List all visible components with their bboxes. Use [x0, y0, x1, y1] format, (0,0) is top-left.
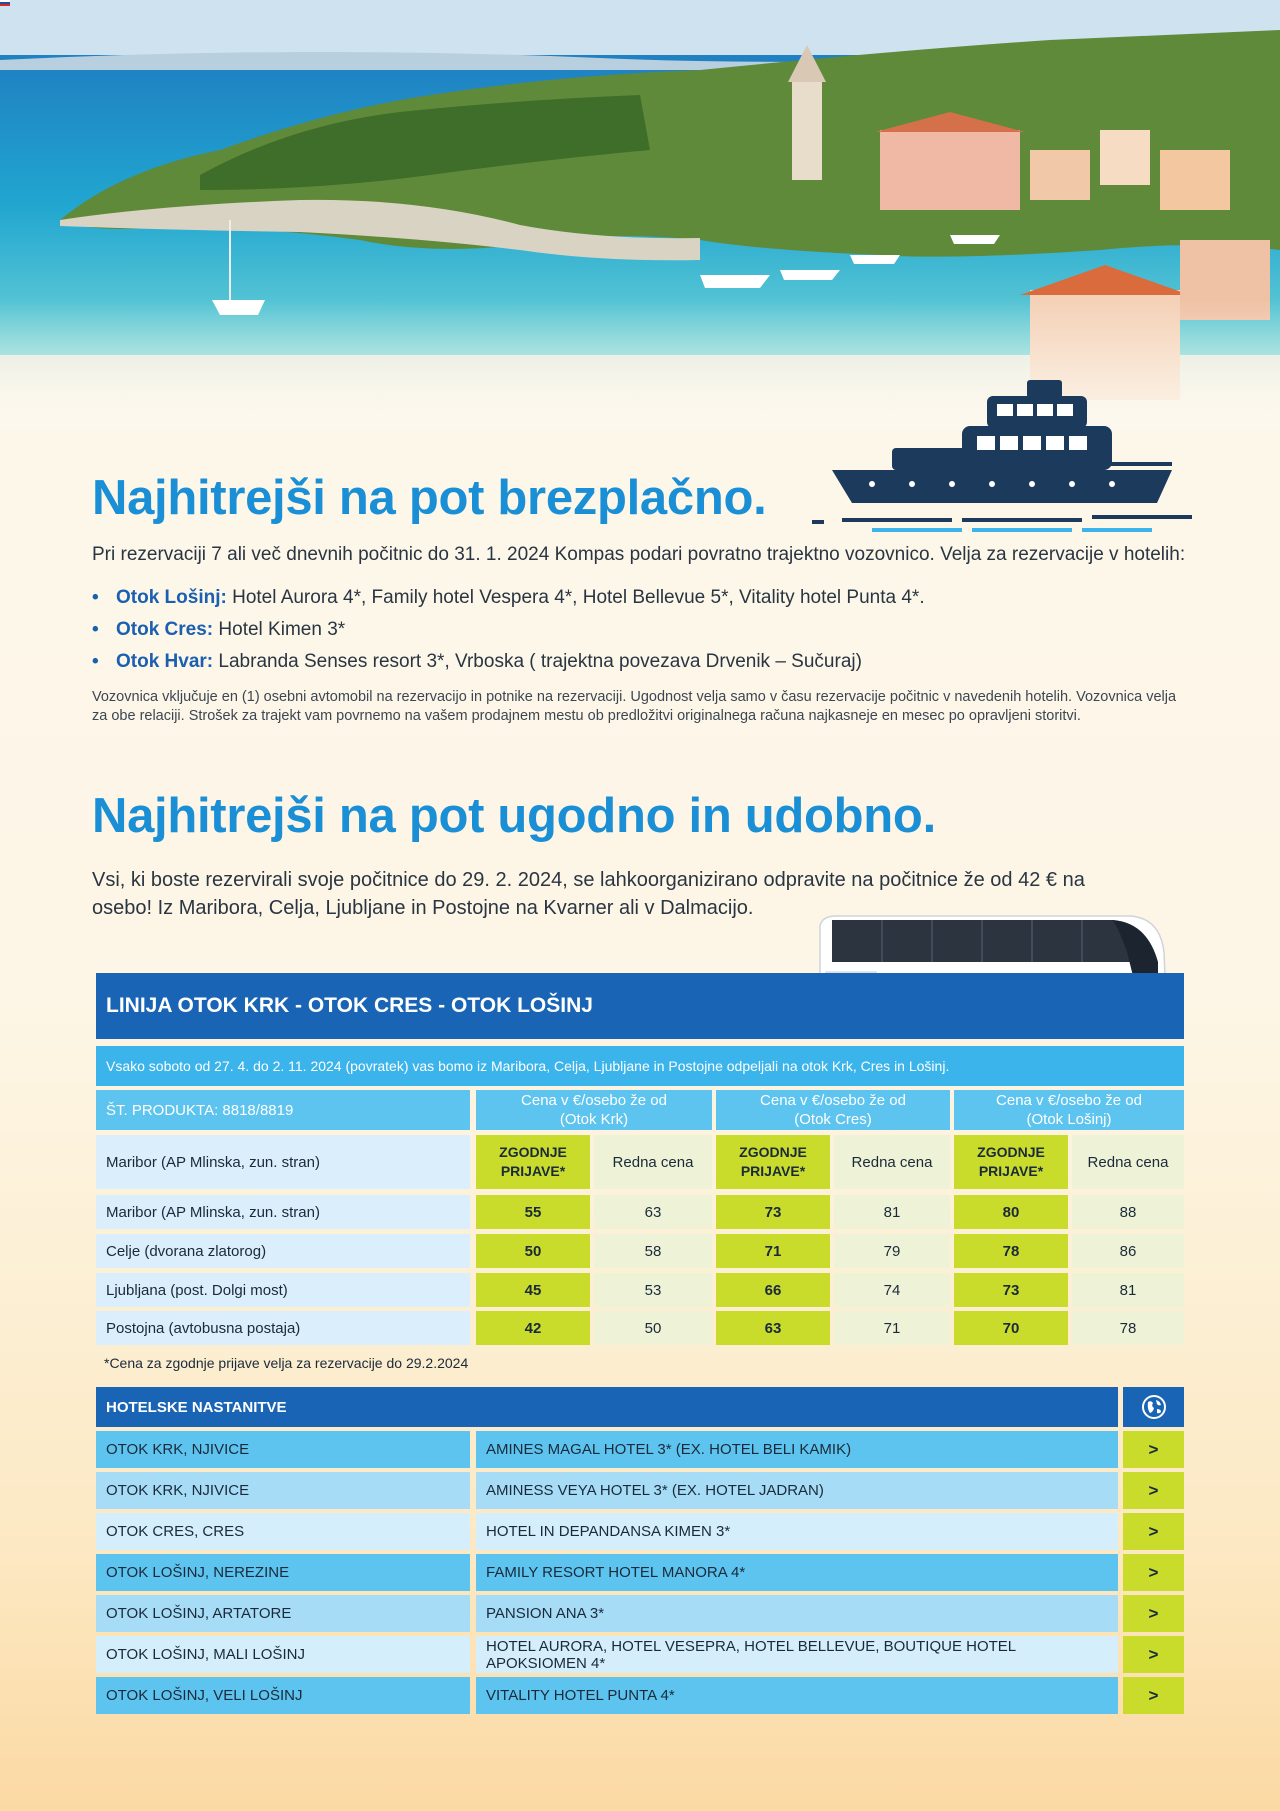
regular-price: 58	[594, 1234, 712, 1268]
hotel-location: OTOK KRK, NJIVICE	[96, 1431, 470, 1468]
list-item	[92, 614, 925, 646]
price-table-info: Vsako soboto od 27. 4. do 2. 11. 2024 (povratek) vas bomo iz Maribora, Celja, Ljubljane in Postojne odpeljali na otok Krk, Cres in Lošinj.	[96, 1046, 1184, 1086]
early-price: 50	[476, 1234, 590, 1268]
row-label: Maribor (AP Mlinska, zun. stran)	[96, 1195, 470, 1229]
island-name: Otok Hvar:	[116, 651, 214, 672]
regular-price: 79	[834, 1234, 950, 1268]
hotel-location: OTOK KRK, NJIVICE	[96, 1472, 470, 1509]
regular-price: 50	[594, 1311, 712, 1345]
flag-icon	[0, 0, 10, 6]
hotel-name: HOTEL IN DEPANDANSA KIMEN 3*	[476, 1513, 1118, 1550]
hotel-name: AMINES MAGAL HOTEL 3* (EX. HOTEL BELI KAMIK)	[476, 1431, 1118, 1468]
col-group-line1: Cena v €/osebo že od	[521, 1092, 667, 1109]
chevron-right-icon[interactable]: >	[1123, 1513, 1184, 1550]
chevron-right-icon[interactable]: >	[1123, 1554, 1184, 1591]
regular-price-header: Redna cena	[1072, 1135, 1184, 1189]
early-price: 66	[716, 1273, 830, 1307]
early-price: 80	[954, 1195, 1068, 1229]
chevron-right-icon[interactable]: >	[1123, 1431, 1184, 1468]
hero-image	[0, 0, 1280, 430]
col-group-cres	[716, 1090, 950, 1130]
hotel-location: OTOK LOŠINJ, NEREZINE	[96, 1554, 470, 1591]
chevron-right-icon[interactable]: >	[1123, 1677, 1184, 1714]
hotel-name: AMINESS VEYA HOTEL 3* (EX. HOTEL JADRAN)	[476, 1472, 1118, 1509]
hotel-location: OTOK LOŠINJ, VELI LOŠINJ	[96, 1677, 470, 1714]
hotel-name: PANSION ANA 3*	[476, 1595, 1118, 1632]
chevron-right-icon[interactable]: >	[1123, 1472, 1184, 1509]
early-price: 71	[716, 1234, 830, 1268]
early-price: 70	[954, 1311, 1068, 1345]
early-price: 45	[476, 1273, 590, 1307]
island-hotels: Labranda Senses resort 3*, Vrboska ( trajektna povezava Drvenik – Sučuraj)	[218, 651, 862, 672]
regular-price: 78	[1072, 1311, 1184, 1345]
early-price: 78	[954, 1234, 1068, 1268]
regular-price-header: Redna cena	[834, 1135, 950, 1189]
early-booking-header	[716, 1135, 830, 1189]
hotel-location: OTOK LOŠINJ, MALI LOŠINJ	[96, 1636, 470, 1673]
heading-free-ferry: Najhitrejši na pot brezplačno.	[92, 471, 767, 525]
hotels-header: HOTELSKE NASTANITVE	[96, 1387, 1118, 1427]
hotel-name: FAMILY RESORT HOTEL MANORA 4*	[476, 1554, 1118, 1591]
col-group-line2: (Otok Cres)	[794, 1111, 872, 1128]
early-label-line2: PRIJAVE*	[740, 1163, 806, 1179]
island-name: Otok Cres:	[116, 619, 214, 640]
early-price: 63	[716, 1311, 830, 1345]
bus-trip-text: Vsi, ki boste rezervirali svoje počitnice do 29. 2. 2024, se lahkoorganizirano odpravite na počitnice že od 42 € na osebo! Iz Maribora, Celja, Ljubljane in Postojne na Kvarner ali v Dalmacijo.	[92, 869, 1085, 919]
regular-price: 63	[594, 1195, 712, 1229]
island-hotels: Hotel Kimen 3*	[218, 619, 346, 640]
globe-icon[interactable]	[1123, 1387, 1184, 1427]
regular-price: 88	[1072, 1195, 1184, 1229]
list-item	[92, 646, 925, 678]
early-booking-footnote: *Cena za zgodnje prijave velja za rezervacije do 29.2.2024	[104, 1355, 469, 1371]
col-group-krk	[476, 1090, 712, 1130]
row-label: Postojna (avtobusna postaja)	[96, 1311, 470, 1345]
hotel-location: OTOK LOŠINJ, ARTATORE	[96, 1595, 470, 1632]
island-name: Otok Lošinj:	[116, 587, 227, 608]
early-label-line1: ZGODNJE	[499, 1144, 567, 1160]
early-booking-header	[476, 1135, 590, 1189]
ticket-note: Vozovnica vključuje en (1) osebni avtomobil na rezervacijo in potnike na rezervaciji. Ugodnost velja samo v času rezervacije počitnic v navedenih hotelih. Vozovnica velja za obe relaciji. Strošek za trajekt vam povrnemo na vašem prodajnem mestu ob predložitvi originalnega računa najkasneje en mesec po opravljeni storitvi.	[92, 689, 1177, 724]
row-label: Celje (dvorana zlatorog)	[96, 1234, 470, 1268]
hotel-name: VITALITY HOTEL PUNTA 4*	[476, 1677, 1118, 1714]
early-price: 55	[476, 1195, 590, 1229]
regular-price: 81	[1072, 1273, 1184, 1307]
early-label-line2: PRIJAVE*	[978, 1163, 1044, 1179]
list-item	[92, 582, 925, 614]
hotel-name: HOTEL AURORA, HOTEL VESEPRA, HOTEL BELLEVUE, BOUTIQUE HOTEL APOKSIOMEN 4*	[476, 1636, 1118, 1673]
col-group-losinj	[954, 1090, 1184, 1130]
product-number: ŠT. PRODUKTA: 8818/8819	[96, 1090, 470, 1130]
early-price: 73	[954, 1273, 1068, 1307]
col-group-line1: Cena v €/osebo že od	[760, 1092, 906, 1109]
early-price: 73	[716, 1195, 830, 1229]
chevron-right-icon[interactable]: >	[1123, 1636, 1184, 1673]
ferry-illustration	[812, 378, 1192, 538]
col-group-line2: (Otok Krk)	[559, 1111, 629, 1128]
early-label-line1: ZGODNJE	[977, 1144, 1045, 1160]
globe-icon-svg	[1141, 1394, 1167, 1420]
regular-price: 53	[594, 1273, 712, 1307]
island-hotels: Hotel Aurora 4*, Family hotel Vespera 4*, Hotel Bellevue 5*, Vitality hotel Punta 4*.	[232, 587, 925, 608]
col-group-line1: Cena v €/osebo že od	[996, 1092, 1142, 1109]
early-label-line2: PRIJAVE*	[500, 1163, 566, 1179]
hotel-location: OTOK CRES, CRES	[96, 1513, 470, 1550]
col-group-line2: (Otok Lošinj)	[1026, 1111, 1112, 1128]
regular-price: 71	[834, 1311, 950, 1345]
regular-price: 74	[834, 1273, 950, 1307]
regular-price-header: Redna cena	[594, 1135, 712, 1189]
coastal-village-illustration	[0, 0, 1280, 430]
regular-price: 81	[834, 1195, 950, 1229]
heading-bus-trip: Najhitrejši na pot ugodno in udobno.	[92, 789, 936, 843]
row-label: Ljubljana (post. Dolgi most)	[96, 1273, 470, 1307]
early-booking-header	[954, 1135, 1068, 1189]
intro-text: Pri rezervaciji 7 ali več dnevnih počitnic do 31. 1. 2024 Kompas podari povratno trajektno vozovnico. Velja za rezervacije v hotelih:	[92, 544, 1186, 565]
regular-price: 86	[1072, 1234, 1184, 1268]
early-price: 42	[476, 1311, 590, 1345]
chevron-right-icon[interactable]: >	[1123, 1595, 1184, 1632]
table-row-label: Maribor (AP Mlinska, zun. stran)	[96, 1135, 470, 1189]
price-table-title: LINIJA OTOK KRK - OTOK CRES - OTOK LOŠINJ	[96, 973, 1184, 1039]
island-hotel-list	[92, 582, 925, 678]
early-label-line1: ZGODNJE	[739, 1144, 807, 1160]
